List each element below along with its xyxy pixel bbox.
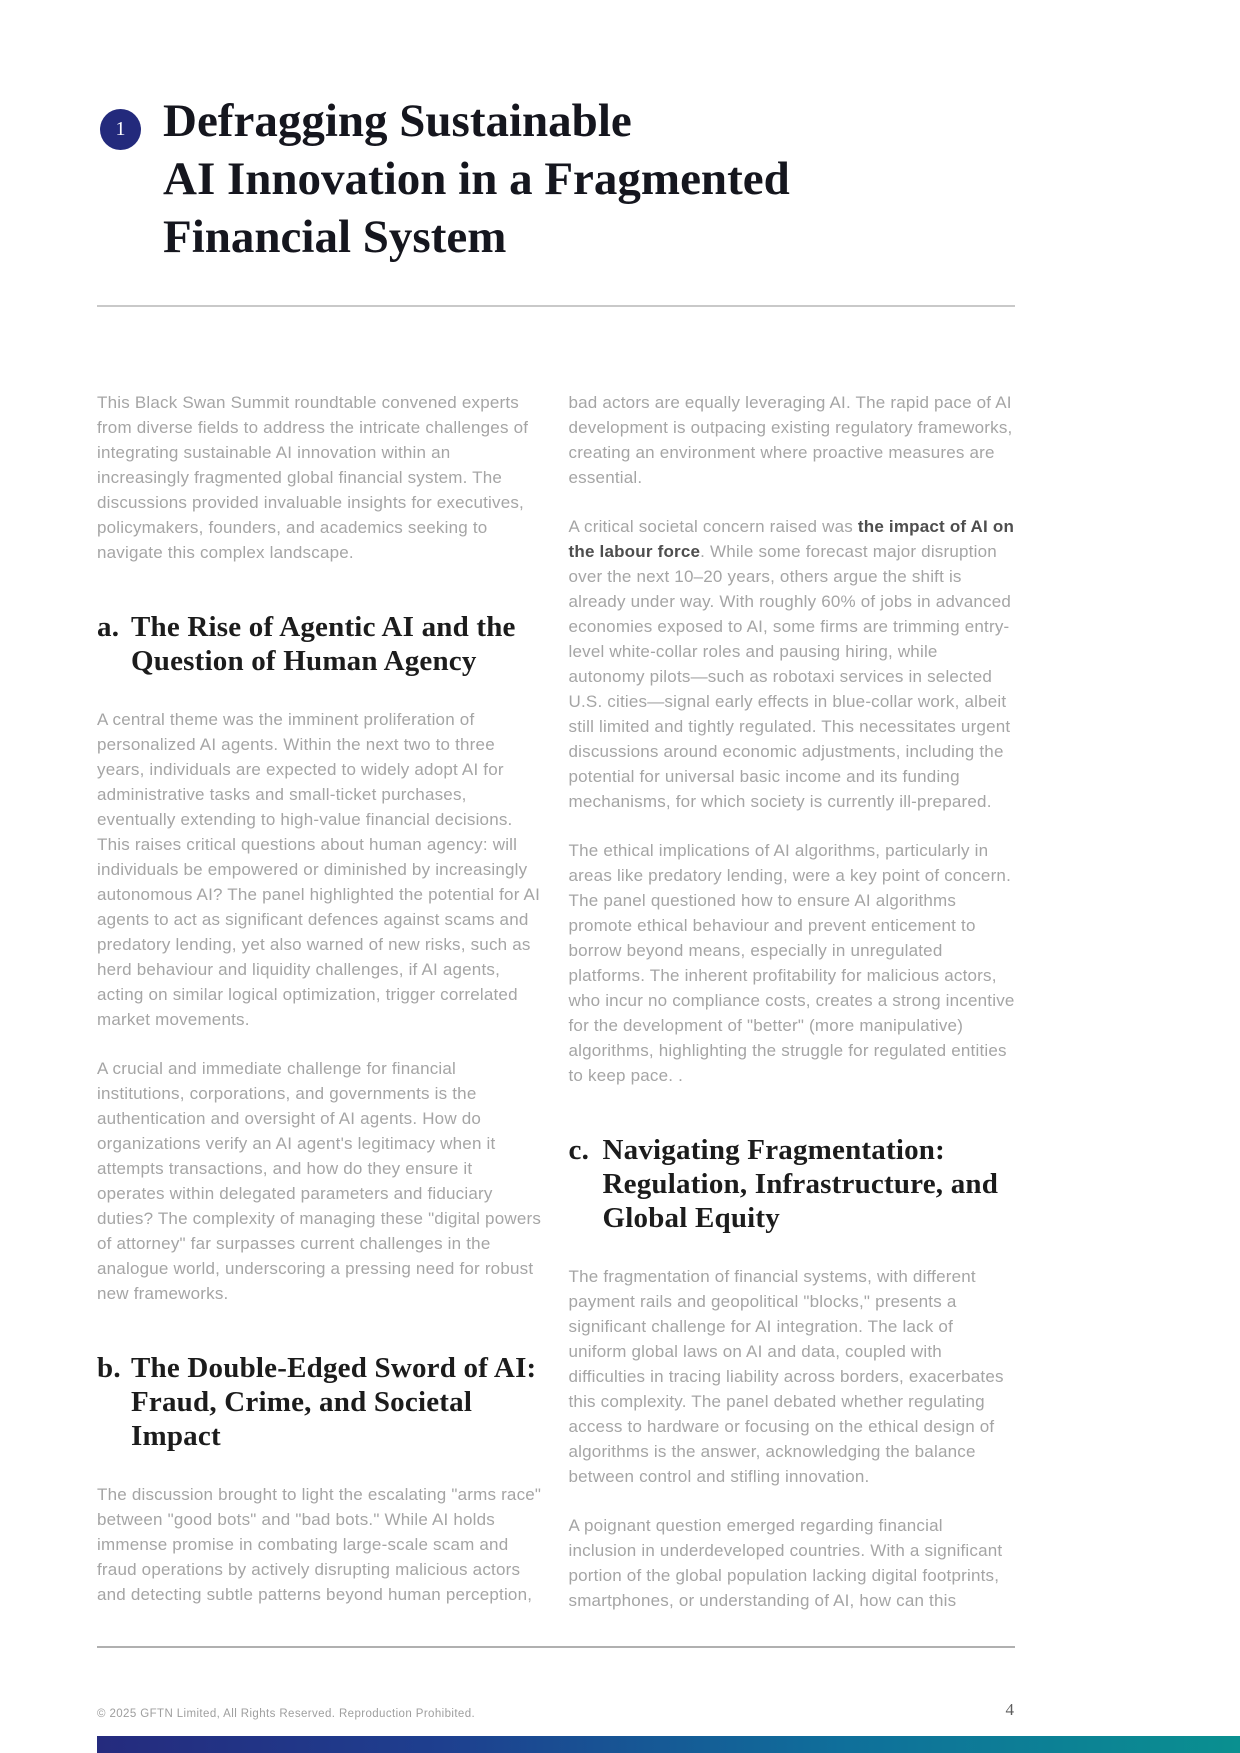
title-line-2: AI Innovation in a Fragmented bbox=[163, 153, 790, 205]
section-b-paragraph-1: The discussion brought to light the escalating "arms race" between "good bots" and "bad bots." While AI holds immense promise in combating large-scale scam and fraud operations by actively disrupting malicious actors and detecting subtle patterns beyond human perception, bbox=[97, 1485, 542, 1604]
section-b-title: The Double-Edged Sword of AI: Fraud, Crime, and Societal Impact bbox=[131, 1352, 537, 1452]
continuation-paragraph: bad actors are equally leveraging AI. The rapid pace of AI development is outpacing existing regulatory frameworks, creating an environment where proactive measures are essential. bbox=[568, 393, 1013, 487]
section-c-paragraph-2: A poignant question emerged regarding financial inclusion in underdeveloped countries. With a significant portion of the global population lacking digital footprints, smartphones, or understanding of AI, how can this bbox=[568, 1516, 1003, 1610]
section-heading-a bbox=[97, 610, 544, 678]
section-a-paragraph-1: A central theme was the imminent proliferation of personalized AI agents. Within the next two to three years, individuals are expected to widely adopt AI for administrative tasks and small-ticket purchases, eventually extending to high-value financial decisions. This raises critical questions about human agency: will individuals be empowered or diminished by increasingly autonomous AI? The panel highlighted the potential for AI agents to act as significant defences against scams and predatory lending, yet also warned of new risks, such as herd behaviour and liquidity challenges, if AI agents, acting on similar logical optimization, trigger correlated market movements. bbox=[97, 710, 541, 1029]
title-line-1: Defragging Sustainable bbox=[163, 95, 632, 147]
section-heading-b bbox=[97, 1351, 544, 1453]
section-b-label: b. bbox=[97, 1352, 121, 1384]
intro-paragraph: This Black Swan Summit roundtable convened experts from diverse fields to address the intricate challenges of integrating sustainable AI innovation within an increasingly fragmented global financial system. The discussions provided invaluable insights for executives, policymakers, founders, and academics seeking to navigate this complex landscape. bbox=[97, 393, 529, 562]
brand-gradient-bar bbox=[97, 1736, 1240, 1753]
section-a-label: a. bbox=[97, 611, 120, 643]
left-column bbox=[97, 390, 544, 1638]
section-a-title: The Rise of Agentic AI and the Question of Human Agency bbox=[131, 611, 516, 677]
two-column-body bbox=[97, 390, 1015, 1638]
labour-paragraph-post: . While some forecast major disruption over the next 10–20 years, others argue the shift is already under way. With roughly 60% of jobs in advanced economies exposed to AI, some firms are trimming entry-level white-collar roles and pausing hiring, while autonomy pilots—such as robotaxi services in selected U.S. cities—signal early effects in blue-collar work, albeit still limited and tightly regulated. This necessitates urgent discussions around economic adjustments, including the potential for universal basic income and its funding mechanisms, for which society is currently ill-prepared. bbox=[568, 542, 1012, 811]
page-number: 4 bbox=[1005, 1700, 1014, 1719]
header-divider bbox=[97, 305, 1015, 307]
footer-divider bbox=[97, 1646, 1015, 1648]
section-c-title: Navigating Fragmentation: Regulation, Infrastructure, and Global Equity bbox=[602, 1134, 999, 1234]
copyright-text: © 2025 GFTN Limited, All Rights Reserved. Reproduction Prohibited. bbox=[97, 1708, 476, 1720]
labour-force-paragraph bbox=[569, 514, 1016, 814]
section-c-label: c. bbox=[568, 1134, 590, 1166]
section-c-paragraph-1: The fragmentation of financial systems, with different payment rails and geopolitical "blocks," presents a significant challenge for AI integration. The lack of uniform global laws on AI and data, coupled with difficulties in tracing liability across borders, exacerbates this complexity. The panel debated whether regulating access to hardware or focusing on the ethical design of algorithms is the answer, acknowledging the balance between control and stifling innovation. bbox=[568, 1267, 1004, 1486]
title-line-3: Financial System bbox=[163, 211, 507, 263]
labour-paragraph-bold: the impact of AI on the labour force bbox=[568, 517, 1015, 561]
section-number-badge bbox=[100, 109, 141, 150]
labour-paragraph-pre: A critical societal concern raised was bbox=[568, 517, 858, 536]
ethics-paragraph: The ethical implications of AI algorithms, particularly in areas like predatory lending, were a key point of concern. The panel questioned how to ensure AI algorithms promote ethical behaviour and prevent enticement to borrow beyond means, especially in unregulated platforms. The inherent profitability for malicious actors, who incur no compliance costs, creates a strong incentive for the development of "better" (more manipulative) algorithms, highlighting the struggle for regulated entities to keep pace. . bbox=[568, 841, 1015, 1085]
section-a-paragraph-2: A crucial and immediate challenge for financial institutions, corporations, and governments is the authentication and oversight of AI agents. How do organizations verify an AI agent's legitimacy when it attempts transactions, and how do they ensure it operates within delegated parameters and fiduciary duties? The complexity of managing these "digital powers of attorney" far surpasses current challenges in the analogue world, underscoring a pressing need for robust new frameworks. bbox=[97, 1059, 542, 1303]
right-column bbox=[569, 390, 1016, 1638]
section-number: 1 bbox=[115, 118, 126, 140]
section-heading-c bbox=[569, 1133, 1016, 1235]
page-title bbox=[163, 92, 790, 266]
